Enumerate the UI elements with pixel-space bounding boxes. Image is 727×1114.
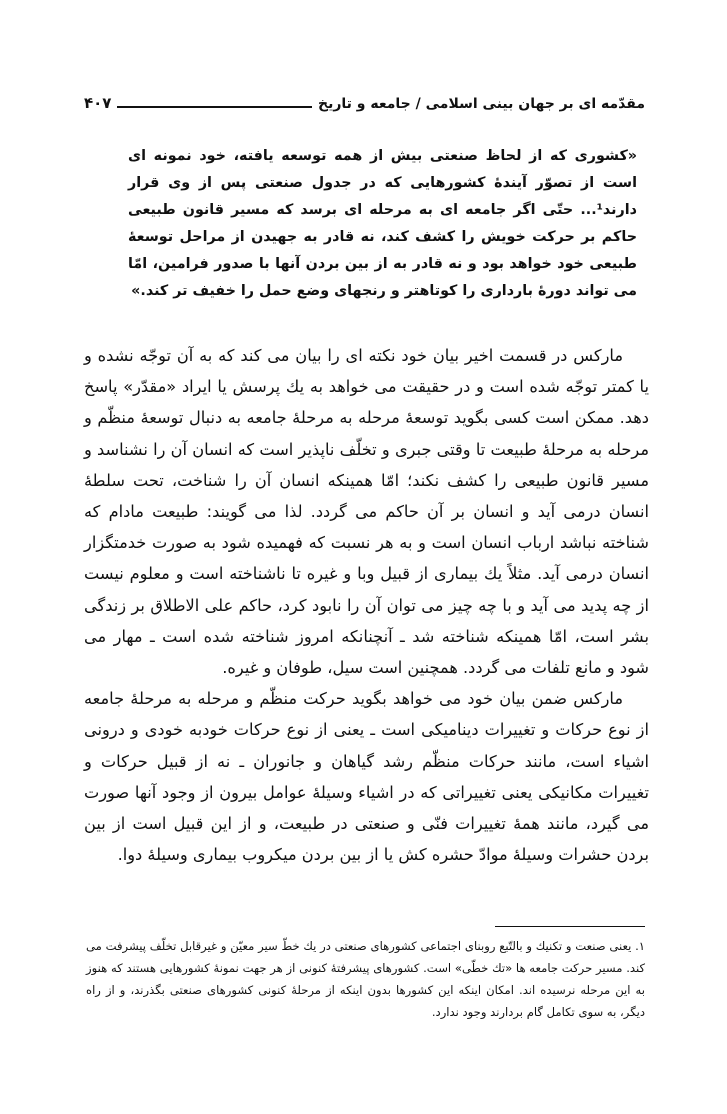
footnote-divider xyxy=(495,926,645,927)
header-title: مقدّمه ای بر جهان بینی اسلامی / جامعه و تاریخ xyxy=(317,96,645,112)
running-header xyxy=(84,88,645,112)
header-rule xyxy=(117,106,312,108)
block-quote: «کشوری که از لحاظ صنعتی بیش از همه توسعه یافته، خود نمونه ای است از تصوّر آیندهٔ کشورهایی که در جدول صنعتی پس از وی قرار دارند¹... حتّی اگر جامعه ای به مرحله ای برسد که مسیر قانون طبیعی حاکم بر حرکت خویش را کشف کند، نه قادر به جهیدن از مراحل توسعهٔ طبیعی خود خواهد بود و نه قادر به از بین بردن آنها با صدور فرامین، امّا می تواند دورهٔ بارداری را کوتاهتر و رنجهای وضع حمل را خفیف تر کند.» xyxy=(128,148,637,299)
paragraph: مارکس در قسمت اخیر بیان خود نکته ای را بیان می کند که به آن توجّه نشده و یا کمتر توجّه شده است و در حقیقت می خواهد به یك پرسش یا ایراد «مقدّر» پاسخ دهد. ممکن است کسی بگوید توسعهٔ مرحله به مرحلهٔ جامعه به دنبال توسعهٔ منظّم و مرحله به مرحلهٔ طبیعت تا وقتی جبری و تخلّف ناپذیر است که انسان آن را نشناسد و مسیر قانون طبیعی را کشف نکند؛ امّا همینکه انسان آن را شناخت، تحت سلطهٔ انسان درمی آید و انسان بر آن حاکم می گردد. لذا می گویند: طبیعت مادام که شناخته نباشد ارباب انسان است و به هر نسبت که فهمیده شود به صورت خدمتگزار انسان درمی آید. مثلاً یك بیماری از قبیل وبا و غیره تا ناشناخته است و معلوم نیست از چه پدید می آید و با چه چیز می توان آن را نابود کرد، حاکم علی الاطلاق بر زندگی بشر است، امّا همینکه شناخته شد ـ آنچنانکه امروز شناخته شده است ـ مهار می شود و مانع تلفات می گردد. همچنین است سیل، طوفان و غیره. xyxy=(84,346,649,678)
page-number: ۴۰۷ xyxy=(84,94,112,112)
body-text xyxy=(84,340,649,870)
paragraph: مارکس ضمن بیان خود می خواهد بگوید حرکت منظّم و مرحله به مرحلهٔ جامعه از نوع حرکات و تغییرات دینامیکی است ـ یعنی از نوع حرکات خودبه خودی و درونی اشیاء است، مانند حرکات منظّم رشد گیاهان و جانوران ـ نه از قبیل حرکات و تغییرات مکانیکی یعنی تغییراتی که در اشیاء وسیلهٔ عوامل بیرون از وجود آنها صورت می گیرد، مانند همهٔ تغییرات فنّی و صنعتی در طبیعت، و از این قبیل است از بین بردن حشرات وسیلهٔ موادّ حشره کش یا از بین بردن میکروب بیماری وسیلهٔ دوا. xyxy=(84,689,649,865)
footnote: ۱. یعنی صنعت و تکنیك و بالتّبع روبنای اجتماعی کشورهای صنعتی در یك خطّ سیر معیّن و غیرقابل تخلّف پیشرفت می کند. مسیر حرکت جامعه ها «تك خطّی» است. کشورهای پیشرفتهٔ کنونی از هر جهت نمونهٔ کشورهایی هستند که هنوز به این مرحله نرسیده اند. امکان اینکه این کشورها بدون اینکه از مرحلهٔ کنونی کشورهای صنعتی بگذرند، و از راه دیگر، به سوی تکامل گام بردارند وجود ندارد. xyxy=(86,939,645,1019)
